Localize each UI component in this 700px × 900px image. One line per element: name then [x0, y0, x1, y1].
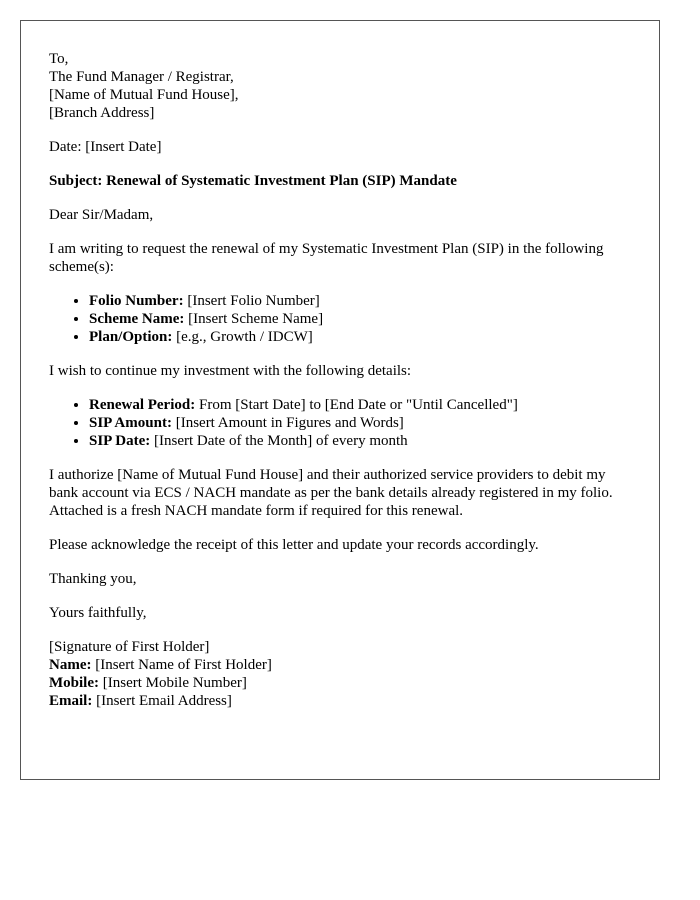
closing-line: Yours faithfully, [49, 605, 147, 621]
intro-paragraph: I am writing to request the renewal of my Systematic Investment Plan (SIP) in the following scheme(s): [49, 241, 604, 275]
item-value: [e.g., Growth / IDCW] [172, 329, 313, 345]
acknowledge-paragraph: Please acknowledge the receipt of this letter and update your records accordingly. [49, 537, 539, 553]
email-line [49, 692, 631, 710]
item-value: [Insert Folio Number] [183, 293, 320, 309]
authorization-paragraph: I authorize [Name of Mutual Fund House] and their authorized service providers to debit my bank account via ECS / NACH mandate as per the bank details already registered in my folio. Attached is a fresh NACH mandate form if required for this renewal. [49, 467, 613, 519]
name-value: [Insert Name of First Holder] [91, 657, 272, 673]
mobile-value: [Insert Mobile Number] [99, 675, 247, 691]
addressee-line: The Fund Manager / Registrar, [49, 69, 234, 85]
mobile-label: Mobile: [49, 675, 99, 691]
list-item [89, 432, 631, 450]
item-value: [Insert Date of the Month] of every month [150, 433, 408, 449]
addressee-line: To, [49, 51, 69, 67]
list-item [89, 292, 631, 310]
item-value: From [Start Date] to [End Date or "Until Cancelled"] [195, 397, 518, 413]
addressee-line: [Branch Address] [49, 105, 155, 121]
name-label: Name: [49, 657, 92, 673]
date-line: Date: [Insert Date] [49, 139, 162, 155]
addressee-block [49, 50, 631, 122]
list-item [89, 396, 631, 414]
continue-paragraph: I wish to continue my investment with the following details: [49, 363, 412, 379]
investment-details-list [49, 396, 631, 450]
addressee-line: [Name of Mutual Fund House], [49, 87, 239, 103]
item-label: Scheme Name: [89, 311, 185, 327]
thanks-line: Thanking you, [49, 571, 137, 587]
signature-block [49, 638, 631, 710]
email-value: [Insert Email Address] [92, 693, 232, 709]
scheme-details-list [49, 292, 631, 346]
mobile-line [49, 674, 631, 692]
item-value: [Insert Scheme Name] [184, 311, 324, 327]
holder-name-line [49, 656, 631, 674]
item-value: [Insert Amount in Figures and Words] [171, 415, 404, 431]
signature-line: [Signature of First Holder] [49, 639, 210, 655]
item-label: SIP Amount: [89, 415, 172, 431]
salutation: Dear Sir/Madam, [49, 207, 154, 223]
letter-page [20, 20, 660, 780]
item-label: SIP Date: [89, 433, 151, 449]
item-label: Plan/Option: [89, 329, 173, 345]
list-item [89, 414, 631, 432]
list-item [89, 328, 631, 346]
item-label: Renewal Period: [89, 397, 196, 413]
list-item [89, 310, 631, 328]
email-label: Email: [49, 693, 93, 709]
subject-line: Subject: Renewal of Systematic Investment Plan (SIP) Mandate [49, 173, 457, 189]
item-label: Folio Number: [89, 293, 184, 309]
